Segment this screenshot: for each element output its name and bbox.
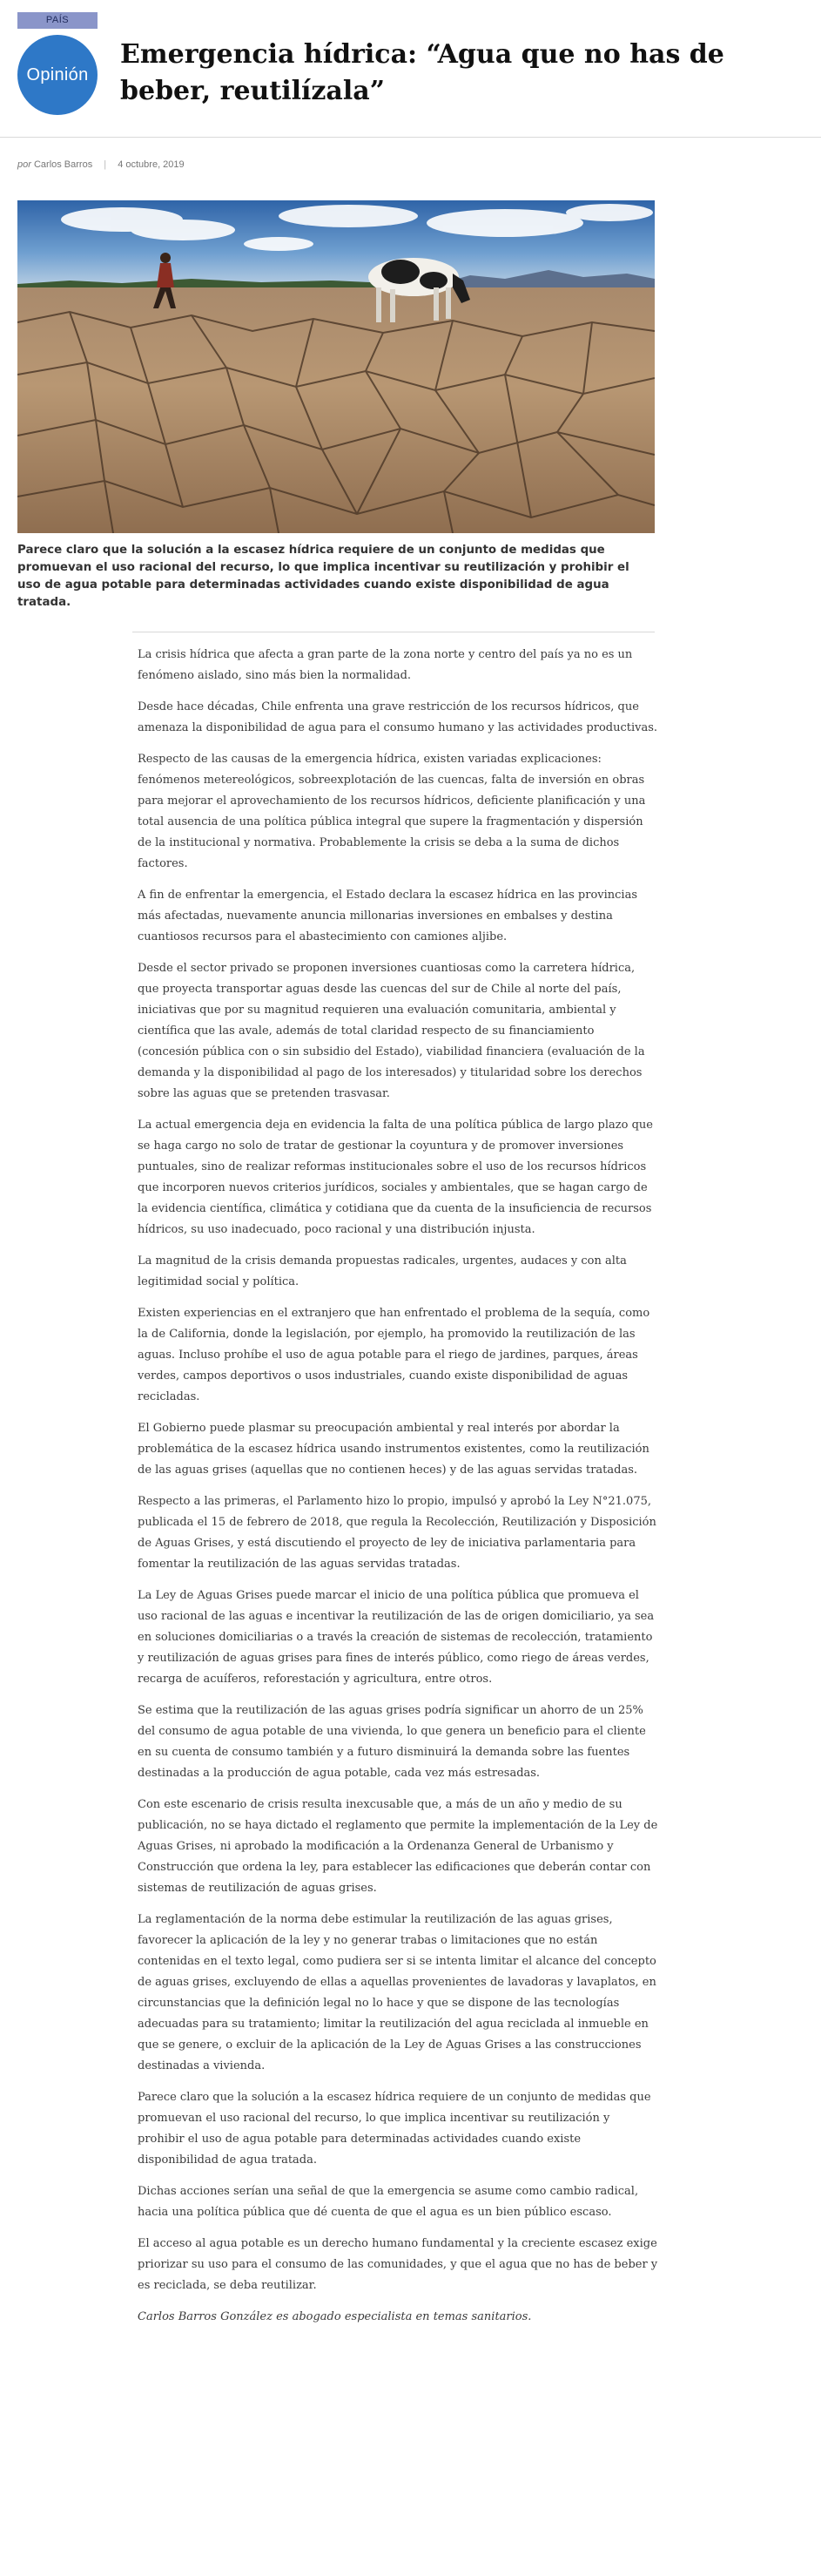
article-paragraph: La magnitud de la crisis demanda propuestas radicales, urgentes, audaces y con alta legitimidad social y política. bbox=[138, 1254, 627, 1288]
header-divider bbox=[0, 137, 821, 138]
article-body bbox=[138, 645, 658, 2338]
article-paragraph: Parece claro que la solución a la escasez hídrica requiere de un conjunto de medidas que promuevan el uso racional del recurso, lo que implica incentivar su reutilización y prohibir el uso de agua potable para determinadas actividades cuando existe disponibilidad de agua tratada. bbox=[138, 2091, 651, 2167]
author-signature: Carlos Barros González es abogado especialista en temas sanitarios. bbox=[138, 2310, 532, 2323]
article-paragraph: Con este escenario de crisis resulta inexcusable que, a más de un año y medio de su publicación, no se haya dictado el reglamento que permite la implementación de la Ley de Aguas Grises, ni aprobado la modificación a la Ordenanza General de Urbanismo y Construcción que ordena la ley, para establecer las edificaciones que deberán contar con sistemas de reutilización de aguas grises. bbox=[138, 1798, 658, 1895]
publish-date: 4 octubre, 2019 bbox=[118, 159, 185, 170]
article-paragraph: Respecto de las causas de la emergencia hídrica, existen variadas explicaciones: fenómenos metereológicos, sobreexplotación de las cuencas, falta de inversión en obras para mejorar el aprovechamiento de los recursos hídricos, deficiente planificación y una total ausencia de una política pública integral que supere la fragmentación y dispersión de la institucional y normativa. Probablemente la crisis se deba a la suma de dichos factores. bbox=[138, 753, 646, 870]
opinion-badge: Opinión bbox=[17, 35, 98, 115]
article-paragraph: Desde hace décadas, Chile enfrenta una grave restricción de los recursos hídricos, que amenaza la disponibilidad de agua para el consumo humano y las actividades productivas. bbox=[138, 700, 658, 734]
article-paragraph: La crisis hídrica que afecta a gran parte de la zona norte y centro del país ya no es un fenómeno aislado, sino más bien la normalidad. bbox=[138, 648, 633, 682]
drought-landscape-illustration bbox=[17, 200, 655, 533]
hero-image bbox=[17, 200, 655, 533]
article-paragraph: La reglamentación de la norma debe estimular la reutilización de las aguas grises, favorecer la aplicación de la ley y no generar trabas o limitaciones que no están contenidas en el texto legal, como pudiera ser si se intenta limitar el alcance del concepto de aguas grises, excluyendo de ellas a aquellas provenientes de lavadoras y lavaplatos, en circunstancias que la definición legal no lo hace y que se dispone de las tecnologías adecuadas para su tratamiento; limitar la reutilización del agua reciclada al inmueble en que se genere, o excluir de la aplicación de la Ley de Aguas Grises a las construcciones destinadas a vivienda. bbox=[138, 1913, 656, 2072]
article-paragraph: Respecto a las primeras, el Parlamento hizo lo propio, impulsó y aprobó la Ley N°21.075, publicada el 15 de febrero de 2018, que regula la Recolección, Reutilización y Disposición de Aguas Grises, y está discutiendo el proyecto de ley de iniciativa parlamentaria para fomentar la reutilización de las aguas servidas tratadas. bbox=[138, 1495, 656, 1571]
article-paragraph: Existen experiencias en el extranjero que han enfrentado el problema de la sequía, como la de California, donde la legislación, por ejemplo, ha promovido la reutilización de las aguas. Incluso prohíbe el uso de agua potable para el riego de jardines, parques, áreas verdes, campos deportivos o usos industriales, cuando existe disponibilidad de aguas recicladas. bbox=[138, 1307, 650, 1403]
image-caption: Parece claro que la solución a la escasez hídrica requiere de un conjunto de medidas que promuevan el uso racional del recurso, lo que implica incentivar su reutilización y prohibir el uso de agua potable para determinadas actividades cuando existe disponibilidad de agua tratada. bbox=[17, 544, 629, 609]
article-paragraph: El acceso al agua potable es un derecho humano fundamental y la creciente escasez exige priorizar su uso para el consumo de las comunidades, y que el agua que no has de beber y es reciclada, se deba reutilizar. bbox=[138, 2237, 658, 2292]
page-title: Emergencia hídrica: “Agua que no has de beber, reutilízala” bbox=[120, 39, 724, 106]
byline-separator: | bbox=[104, 159, 107, 170]
article-paragraph: A fin de enfrentar la emergencia, el Estado declara la escasez hídrica en las provincias más afectadas, nuevamente anuncia millonarias inversiones en embalses y destina cuantiosos recursos para el abastecimiento con camiones aljibe. bbox=[138, 889, 638, 943]
article-paragraph: La Ley de Aguas Grises puede marcar el inicio de una política pública que promueva el uso racional de las aguas e incentivar la reutilización de las de origen domiciliario, ya sea en soluciones domiciliarias o a través la creación de sistemas de recolección, tratamiento y reutilización de aguas grises para fines de interés público, como riego de áreas verdes, recarga de acuíferos, reforestación y agricultura, entre otros. bbox=[138, 1589, 655, 1686]
article-paragraph: Desde el sector privado se proponen inversiones cuantiosas como la carretera hídrica, que proyecta transportar aguas desde las cuencas del sur de Chile al norte del país, iniciativas que por su magnitud requieren una evaluación comunitaria, ambiental y científica que las avale, además de total claridad respecto de su financiamiento (concesión pública con o sin subsidio del Estado), viabilidad financiera (evaluación de la demanda y la disponibilidad al pago de los interesados) y titularidad sobre los derechos sobre las aguas que se pretenden trasvasar. bbox=[138, 962, 645, 1100]
article-paragraph: El Gobierno puede plasmar su preocupación ambiental y real interés por abordar la problemática de la escasez hídrica usando instrumentos existentes, como la reutilización de las aguas grises (aquellas que no contienen heces) y de las aguas servidas tratadas. bbox=[138, 1422, 649, 1477]
article-paragraph: Se estima que la reutilización de las aguas grises podría significar un ahorro de un 25% del consumo de agua potable de una vivienda, lo que genera un beneficio para el cliente en su cuenta de consumo también y a futuro disminuirá la demanda sobre las fuentes destinadas a la producción de agua potable, cada vez más estresadas. bbox=[138, 1704, 646, 1780]
byline bbox=[17, 159, 185, 170]
article-paragraph: Dichas acciones serían una señal de que la emergencia se asume como cambio radical, hacia una política pública que dé cuenta de que el agua es un bien público escaso. bbox=[138, 2185, 639, 2219]
byline-prefix: por bbox=[17, 159, 31, 170]
author-link[interactable]: Carlos Barros bbox=[33, 159, 93, 170]
article-paragraph: La actual emergencia deja en evidencia la falta de una política pública de largo plazo que se haga cargo no solo de tratar de gestionar la coyuntura y de promover inversiones puntuales, sino de realizar reformas institucionales sobre el uso de los recursos hídricos que incorporen nuevos criterios jurídicos, sociales y ambientales, que se hagan cargo de la evidencia científica, climática y cotidiana que da cuenta de la insuficiencia de recursos hídricos, su uso inadecuado, poco racional y una distribución injusta. bbox=[138, 1119, 653, 1236]
section-tag[interactable]: PAÍS bbox=[17, 12, 98, 29]
